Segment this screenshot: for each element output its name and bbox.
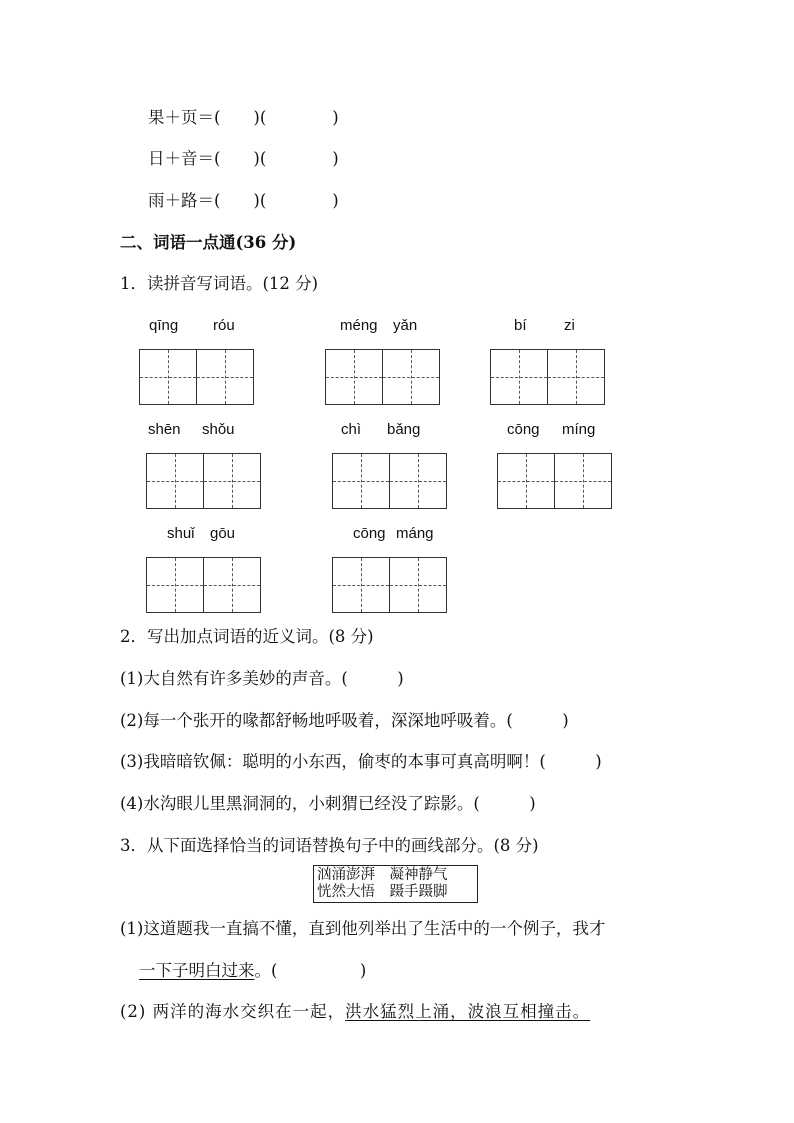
writing-grid[interactable] — [332, 453, 447, 509]
pinyin: méng — [340, 317, 378, 334]
word-choices-box — [313, 865, 478, 903]
answer-blank: 。( ) — [254, 961, 367, 980]
pinyin: chì — [341, 421, 362, 438]
question-line: (4)水沟眼儿里黑洞洞的，小刺猬已经没了踪影。( ) — [120, 794, 536, 813]
combo-line: 日＋音＝( )( ) — [148, 149, 339, 168]
question-line: (2)每一个张开的喙都舒畅地呼吸着，深深地呼吸着。( ) — [120, 711, 569, 730]
combo-line: 雨＋路＝( )( ) — [148, 191, 339, 210]
pinyin: bǎng — [387, 421, 421, 438]
word-choices-row: 汹涌澎湃 凝神静气 — [317, 867, 448, 883]
pinyin: bí — [514, 317, 527, 334]
pinyin: qīng — [149, 317, 179, 334]
question-line: (1)这道题我一直搞不懂，直到他列举出了生活中的一个例子，我才 — [120, 919, 606, 938]
writing-grid[interactable] — [490, 349, 605, 405]
pinyin: zi — [564, 317, 575, 334]
sentence-prefix: (2) 两洋的海水交织在一起， — [120, 1002, 346, 1021]
word-choices-row: 恍然大悟 蹑手蹑脚 — [317, 884, 448, 900]
pinyin: cōng — [507, 421, 540, 438]
question-3-title: 3．从下面选择恰当的词语替换句子中的画线部分。(8 分) — [120, 836, 539, 855]
writing-grid[interactable] — [332, 557, 447, 613]
pinyin: gōu — [210, 525, 236, 542]
pinyin: róu — [213, 317, 235, 334]
writing-grid[interactable] — [325, 349, 440, 405]
pinyin: máng — [396, 525, 434, 542]
section-title: 二、词语一点通(36 分) — [120, 233, 297, 252]
pinyin: shuǐ — [167, 525, 195, 542]
combo-line: 果＋页＝( )( ) — [148, 108, 339, 127]
question-line — [120, 1002, 590, 1022]
pinyin: míng — [562, 421, 596, 438]
writing-grid[interactable] — [497, 453, 612, 509]
question-line — [139, 961, 366, 981]
pinyin: shēn — [148, 421, 181, 438]
underlined-phrase: 一下子明白过来 — [139, 961, 255, 980]
question-line: (3)我暗暗钦佩：聪明的小东西，偷枣的本事可真高明啊！( ) — [120, 752, 602, 771]
question-line: (1)大自然有许多美妙的声音。( ) — [120, 669, 404, 688]
question-1-title: 1．读拼音写词语。(12 分) — [120, 274, 319, 293]
pinyin: cōng — [353, 525, 386, 542]
underlined-phrase: 洪水猛烈上涌，波浪互相撞击。 — [345, 1002, 591, 1021]
writing-grid[interactable] — [139, 349, 254, 405]
question-2-title: 2．写出加点词语的近义词。(8 分) — [120, 627, 374, 646]
pinyin: shǒu — [202, 421, 235, 438]
writing-grid[interactable] — [146, 557, 261, 613]
writing-grid[interactable] — [146, 453, 261, 509]
pinyin: yǎn — [393, 317, 418, 334]
